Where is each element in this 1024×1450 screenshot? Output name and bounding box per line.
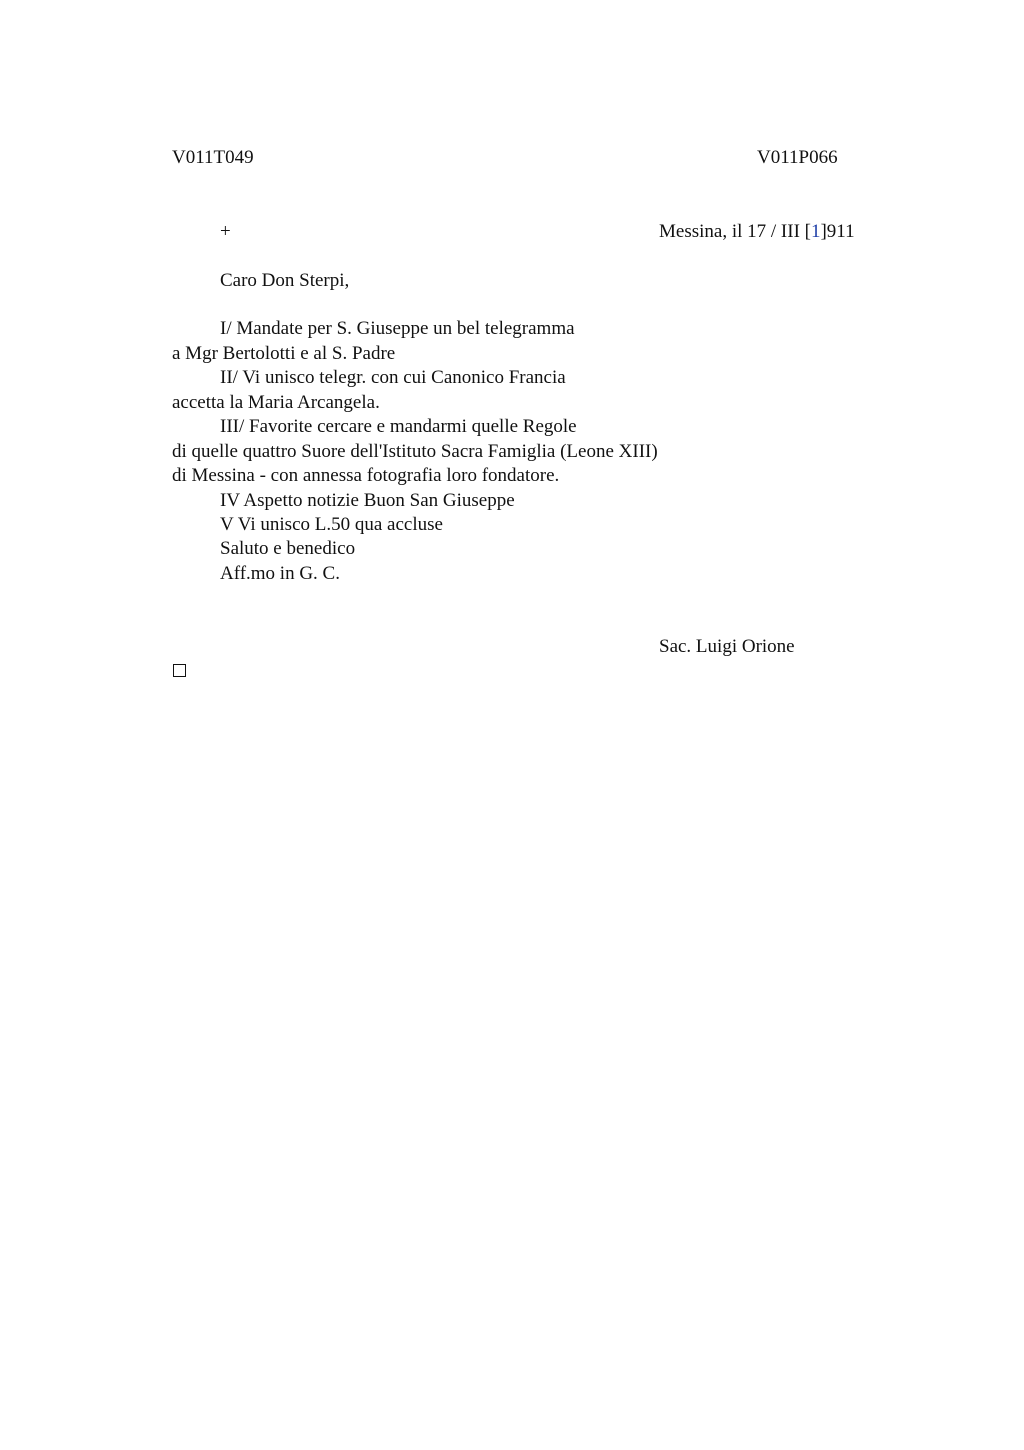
document-code-left: V011T049 bbox=[172, 147, 254, 168]
place-date-prefix: Messina, il 17 / III [ bbox=[659, 221, 811, 242]
cross-symbol: + bbox=[220, 221, 231, 242]
letter-line: V Vi unisco L.50 qua accluse bbox=[220, 514, 443, 535]
letter-line: IV Aspetto notizie Buon San Giuseppe bbox=[220, 490, 515, 511]
place-date-bracket-digit: 1 bbox=[810, 221, 821, 242]
letter-line: di quelle quattro Suore dell'Istituto Sacra Famiglia (Leone XIII) bbox=[172, 441, 658, 462]
letter-line: accetta la Maria Arcangela. bbox=[172, 392, 380, 413]
letter-line: a Mgr Bertolotti e al S. Padre bbox=[172, 343, 396, 364]
square-symbol bbox=[173, 664, 186, 677]
letter-line: di Messina - con annessa fotografia loro fondatore. bbox=[172, 465, 560, 486]
closing-greeting: Saluto e benedico bbox=[220, 538, 356, 559]
salutation: Caro Don Sterpi, bbox=[220, 270, 350, 291]
letter-line: I/ Mandate per S. Giuseppe un bel telegramma bbox=[220, 318, 575, 339]
letter-line: III/ Favorite cercare e mandarmi quelle Regole bbox=[220, 416, 577, 437]
signature: Sac. Luigi Orione bbox=[659, 636, 795, 657]
closing-affection: Aff.mo in G. C. bbox=[220, 563, 340, 584]
letter-line: II/ Vi unisco telegr. con cui Canonico Francia bbox=[220, 367, 566, 388]
place-date bbox=[659, 220, 855, 244]
place-date-suffix: ]911 bbox=[820, 221, 855, 242]
document-code-right: V011P066 bbox=[757, 147, 838, 168]
